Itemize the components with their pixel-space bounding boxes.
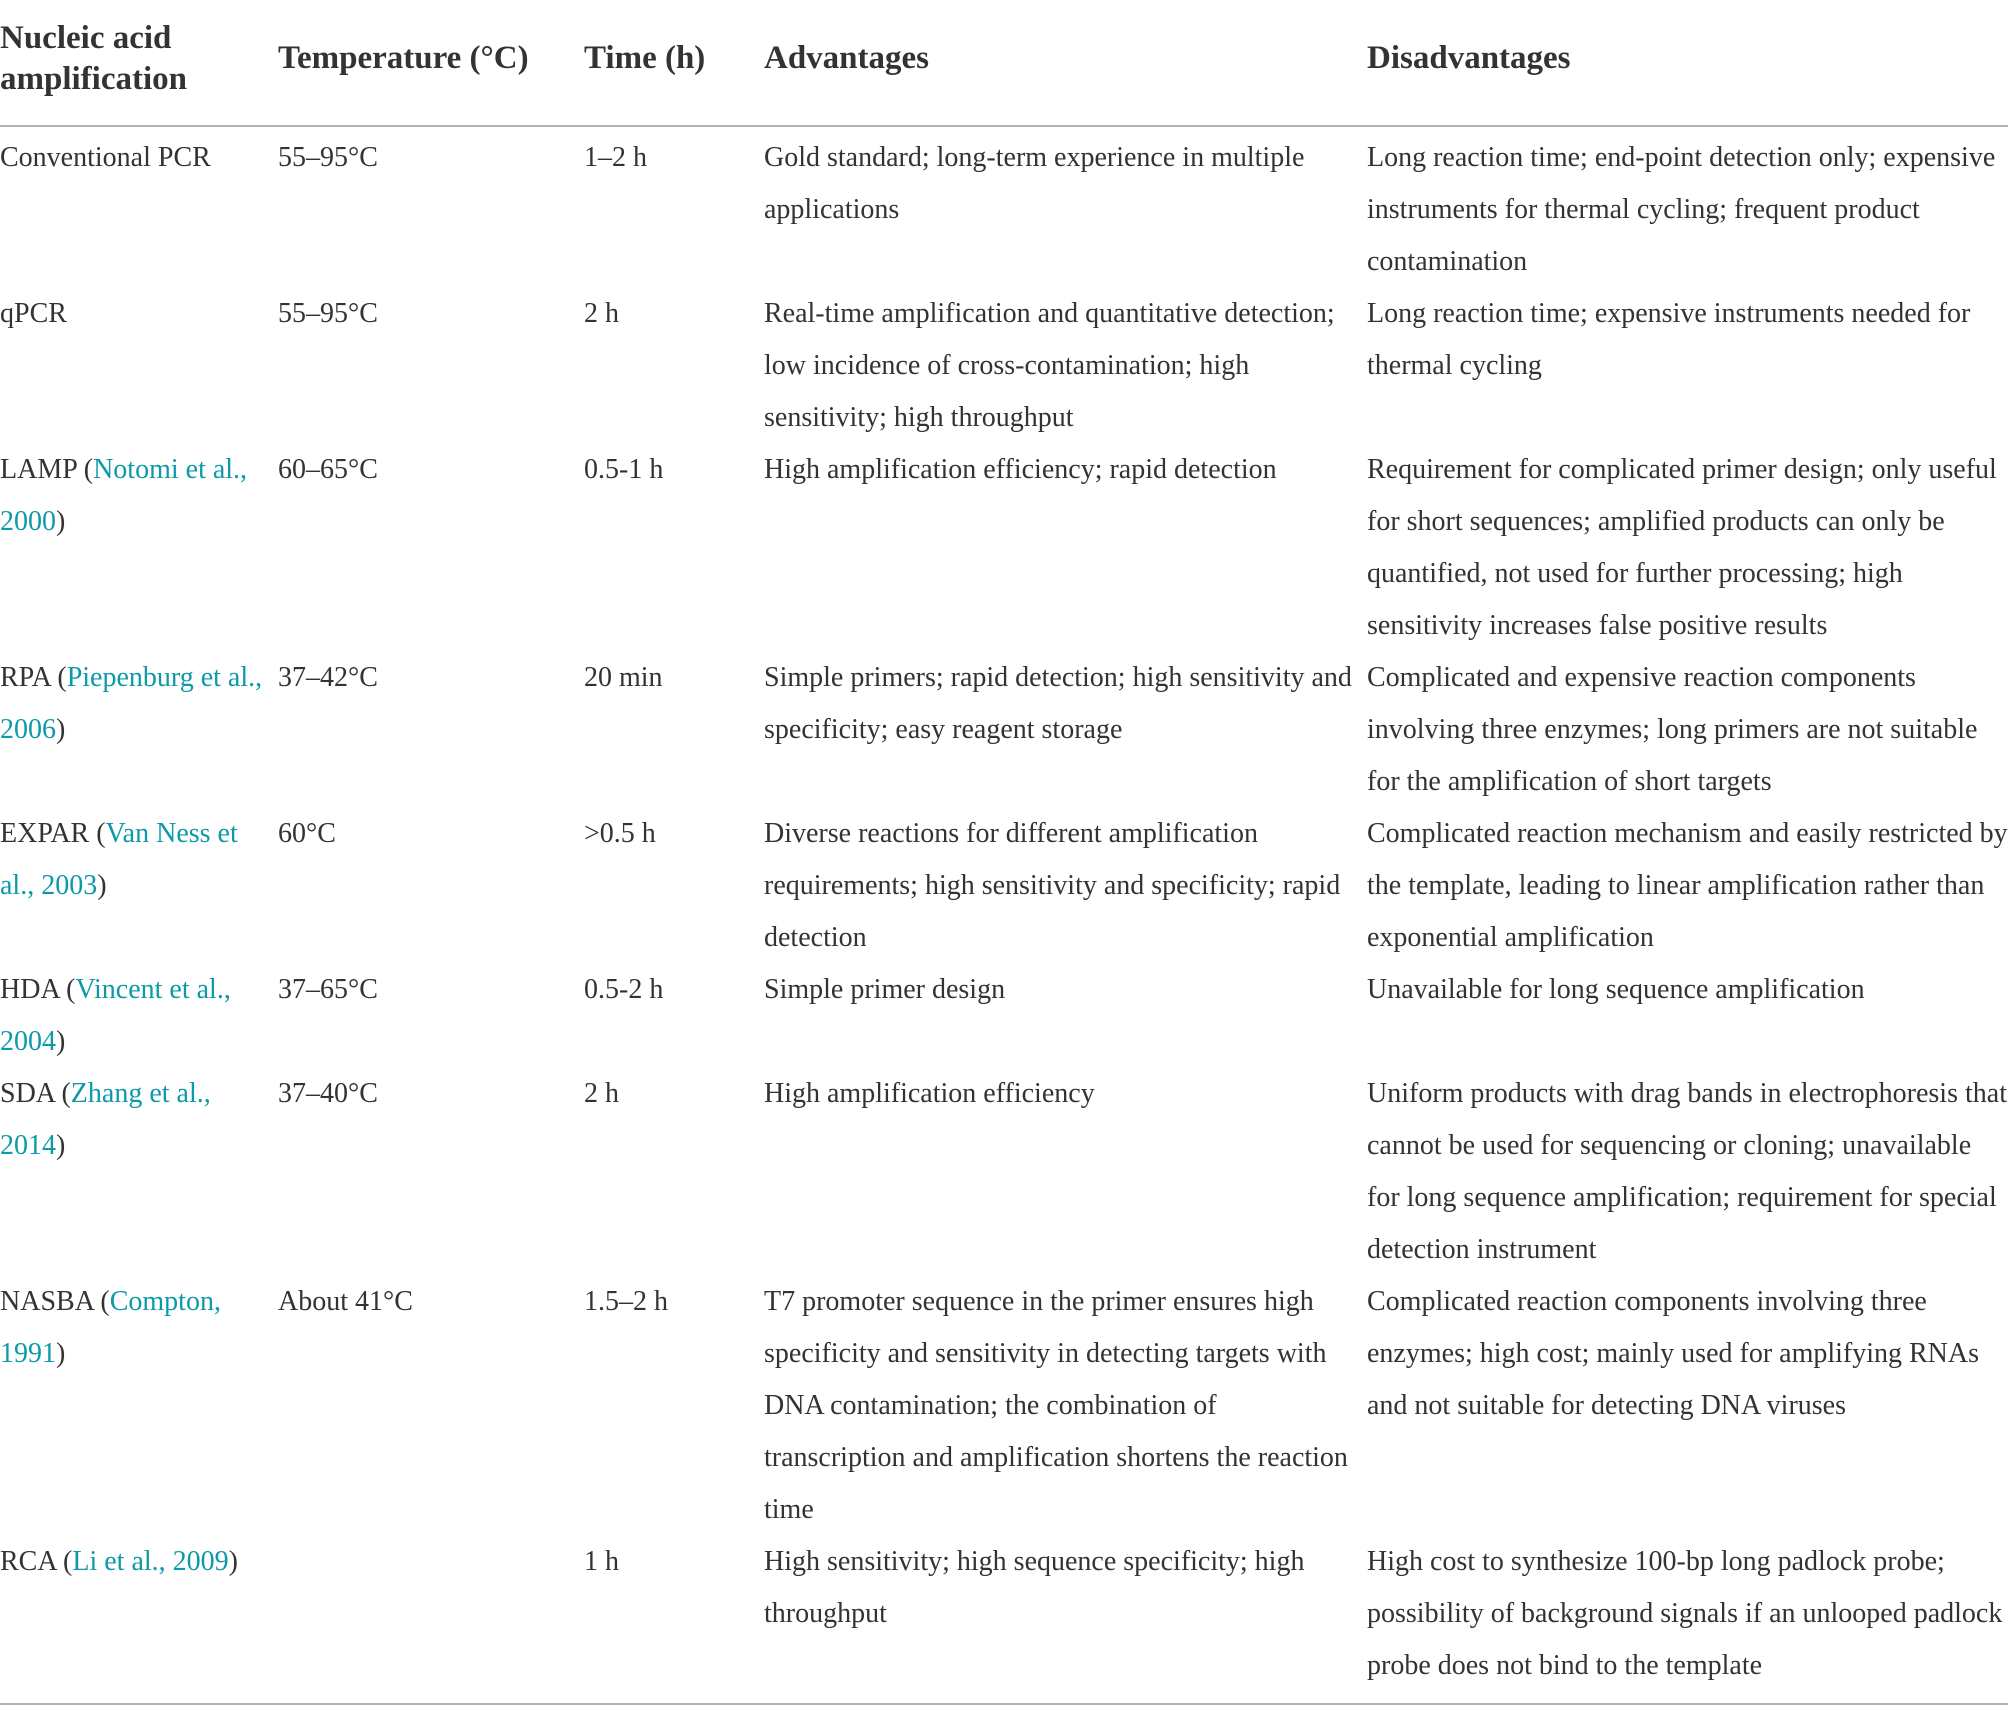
disadvantages-cell: Complicated reaction components involving three enzymes; high cost; mainly used for amplifying RNAs and not suitable for detecting DNA viruses xyxy=(1367,1286,1980,1421)
method-cell xyxy=(0,288,270,340)
table-row xyxy=(0,808,2008,964)
temperature-cell: 55–95°C xyxy=(278,142,378,173)
header-temperature: Temperature (°C) xyxy=(278,40,529,76)
method-name: LAMP ( xyxy=(0,454,94,485)
citation-close-paren: ) xyxy=(56,1338,66,1369)
time-cell: >0.5 h xyxy=(584,818,656,849)
method-cell xyxy=(0,1068,270,1172)
method-name: SDA ( xyxy=(0,1078,71,1109)
time-cell: 2 h xyxy=(584,1078,619,1109)
disadvantages-cell: Complicated reaction mechanism and easily restricted by the template, leading to linear amplification rather than exponential amplification xyxy=(1367,818,2008,953)
disadvantages-cell: Requirement for complicated primer design; only useful for short sequences; amplified products can only be quantified, not used for further processing; high sensitivity increases false positive results xyxy=(1367,454,1997,641)
table-row xyxy=(0,288,2008,444)
advantages-cell: Simple primer design xyxy=(764,974,1006,1005)
advantages-cell: Gold standard; long-term experience in multiple applications xyxy=(764,142,1305,225)
citation-link[interactable]: Piepenburg et al., 2006 xyxy=(0,662,263,745)
citation-link[interactable]: Zhang et al., 2014 xyxy=(0,1078,211,1161)
method-name: NASBA ( xyxy=(0,1286,110,1317)
time-cell: 1–2 h xyxy=(584,142,647,173)
citation-link[interactable]: Van Ness et al., 2003 xyxy=(0,818,238,901)
disadvantages-cell: High cost to synthesize 100-bp long padlock probe; possibility of background signals if an unlooped padlock probe does not bind to the template xyxy=(1367,1546,2003,1681)
disadvantages-cell: Unavailable for long sequence amplification xyxy=(1367,974,1865,1005)
citation-close-paren: ) xyxy=(97,870,107,901)
table-row xyxy=(0,964,2008,1068)
citation-close-paren: ) xyxy=(228,1546,238,1577)
method-cell xyxy=(0,444,270,548)
advantages-cell: Simple primers; rapid detection; high sensitivity and specificity; easy reagent storage xyxy=(764,662,1352,745)
citation-close-paren: ) xyxy=(56,1130,66,1161)
method-name: RCA ( xyxy=(0,1546,73,1577)
disadvantages-cell: Long reaction time; end-point detection only; expensive instruments for thermal cycling; frequent product contamination xyxy=(1367,142,1996,277)
temperature-cell: 60°C xyxy=(278,818,336,849)
disadvantages-cell: Uniform products with drag bands in electrophoresis that cannot be used for sequencing or cloning; unavailable for long sequence amplification; requirement for special detection instrument xyxy=(1367,1078,2007,1265)
table-bottom-rule xyxy=(0,1703,2008,1705)
method-cell xyxy=(0,132,270,184)
temperature-cell: 37–42°C xyxy=(278,662,378,693)
method-name: EXPAR ( xyxy=(0,818,106,849)
method-name: Conventional PCR xyxy=(0,142,211,173)
table-row xyxy=(0,444,2008,652)
advantages-cell: High sensitivity; high sequence specificity; high throughput xyxy=(764,1546,1305,1629)
table-body xyxy=(0,132,2008,1692)
method-cell xyxy=(0,964,270,1068)
table-row xyxy=(0,132,2008,288)
method-cell xyxy=(0,808,270,912)
temperature-cell: 55–95°C xyxy=(278,298,378,329)
citation-close-paren: ) xyxy=(56,714,66,745)
table-header xyxy=(0,0,2008,127)
disadvantages-cell: Long reaction time; expensive instruments needed for thermal cycling xyxy=(1367,298,1971,381)
table-row xyxy=(0,1068,2008,1276)
table-row xyxy=(0,652,2008,808)
method-cell xyxy=(0,1276,270,1380)
method-name: RPA ( xyxy=(0,662,67,693)
citation-link[interactable]: Vincent et al., 2004 xyxy=(0,974,231,1057)
advantages-cell: Diverse reactions for different amplification requirements; high sensitivity and specificity; rapid detection xyxy=(764,818,1341,953)
header-advantages: Advantages xyxy=(764,40,930,76)
advantages-cell: T7 promoter sequence in the primer ensures high specificity and sensitivity in detecting targets with DNA contamination; the combination of transcription and amplification shortens the reaction time xyxy=(764,1286,1348,1525)
advantages-cell: High amplification efficiency; rapid detection xyxy=(764,454,1277,485)
time-cell: 20 min xyxy=(584,662,663,693)
citation-link[interactable]: Notomi et al., 2000 xyxy=(0,454,248,537)
table-row xyxy=(0,1276,2008,1536)
time-cell: 1 h xyxy=(584,1546,619,1577)
table-row xyxy=(0,1536,2008,1692)
time-cell: 0.5-2 h xyxy=(584,974,664,1005)
citation-link[interactable]: Li et al., 2009 xyxy=(72,1546,229,1577)
time-cell: 2 h xyxy=(584,298,619,329)
header-method: Nucleic acid amplification xyxy=(0,20,187,97)
method-cell xyxy=(0,652,270,756)
method-name: HDA ( xyxy=(0,974,76,1005)
advantages-cell: Real-time amplification and quantitative detection; low incidence of cross-contamination; high sensitivity; high throughput xyxy=(764,298,1335,433)
method-name: qPCR xyxy=(0,298,67,329)
temperature-cell: 60–65°C xyxy=(278,454,378,485)
temperature-cell: 37–65°C xyxy=(278,974,378,1005)
citation-close-paren: ) xyxy=(56,1026,66,1057)
advantages-cell: High amplification efficiency xyxy=(764,1078,1095,1109)
method-cell xyxy=(0,1536,270,1588)
header-time: Time (h) xyxy=(584,40,706,76)
citation-link[interactable]: Compton, 1991 xyxy=(0,1286,221,1369)
disadvantages-cell: Complicated and expensive reaction components involving three enzymes; long primers are not suitable for the amplification of short targets xyxy=(1367,662,1978,797)
header-disadvantages: Disadvantages xyxy=(1367,40,1571,76)
temperature-cell: About 41°C xyxy=(278,1286,413,1317)
temperature-cell: 37–40°C xyxy=(278,1078,378,1109)
time-cell: 0.5-1 h xyxy=(584,454,664,485)
time-cell: 1.5–2 h xyxy=(584,1286,668,1317)
citation-close-paren: ) xyxy=(56,506,66,537)
